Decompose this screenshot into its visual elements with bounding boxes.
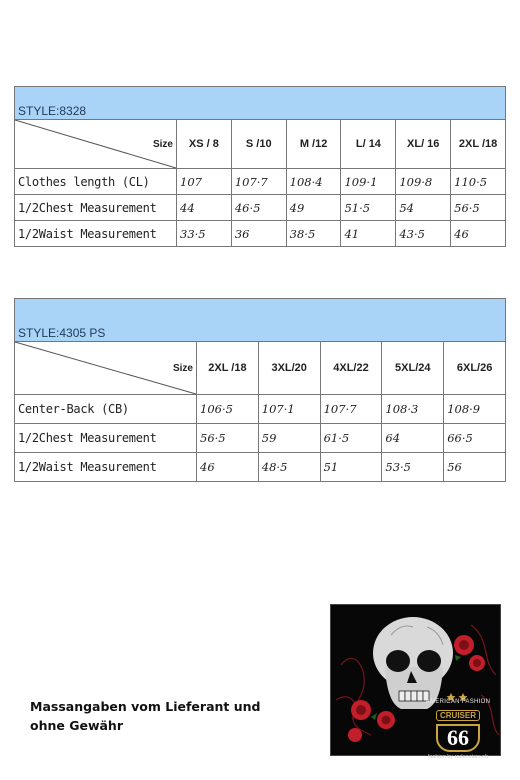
brand-number: 66 — [436, 724, 480, 752]
measurement-value: 46 — [451, 221, 506, 247]
measurement-value: 33·5 — [177, 221, 232, 247]
measurement-value: 56·5 — [451, 195, 506, 221]
measurement-value: 108·4 — [286, 169, 341, 195]
measurement-value: 54 — [396, 195, 451, 221]
measurement-value: 53·5 — [382, 453, 444, 482]
measurement-value: 107·1 — [258, 395, 320, 424]
style-label: STYLE:4305 PS — [15, 299, 506, 342]
measurement-label: 1/2Waist Measurement — [15, 453, 197, 482]
measurement-value: 46·5 — [231, 195, 286, 221]
measurement-value: 64 — [382, 424, 444, 453]
measurement-value: 106·5 — [197, 395, 259, 424]
diagonal-divider — [15, 120, 176, 168]
size-column-header: XL/ 16 — [396, 120, 451, 169]
measurement-value: 56·5 — [197, 424, 259, 453]
size-column-header: 5XL/24 — [382, 342, 444, 395]
measurement-value: 43·5 — [396, 221, 451, 247]
size-column-header: 2XL /18 — [197, 342, 259, 395]
supplier-disclaimer: Massangaben vom Lieferant und ohne Gewähr — [30, 699, 261, 733]
table-row — [15, 395, 506, 424]
measurement-label: 1/2Chest Measurement — [15, 195, 177, 221]
measurement-value: 109·8 — [396, 169, 451, 195]
size-header-label: Size — [152, 138, 173, 150]
measurement-label: Clothes length (CL) — [15, 169, 177, 195]
measurement-value: 48·5 — [258, 453, 320, 482]
measurement-value: 41 — [341, 221, 396, 247]
diagonal-divider — [15, 342, 196, 394]
style-label: STYLE:8328 — [15, 87, 506, 120]
measurement-label: Center-Back (CB) — [15, 395, 197, 424]
table-row — [15, 195, 506, 221]
size-header-label: Size — [172, 362, 193, 374]
measurement-value: 36 — [231, 221, 286, 247]
measurement-value: 109·1 — [341, 169, 396, 195]
measurement-value: 46 — [197, 453, 259, 482]
brand-tagline: AMERICAN FASHION — [425, 699, 491, 705]
measurement-value: 66·5 — [444, 424, 506, 453]
measurement-value: 108·9 — [444, 395, 506, 424]
measurement-value: 38·5 — [286, 221, 341, 247]
size-column-header: 3XL/20 — [258, 342, 320, 395]
measurement-value: 56 — [444, 453, 506, 482]
size-column-header: L/ 14 — [341, 120, 396, 169]
size-column-header: 2XL /18 — [451, 120, 506, 169]
measurement-label: 1/2Waist Measurement — [15, 221, 177, 247]
brand-website: fashion by rodeostars.ch — [428, 754, 488, 760]
measurement-value: 49 — [286, 195, 341, 221]
measurement-value: 108·3 — [382, 395, 444, 424]
size-column-header: 4XL/22 — [320, 342, 382, 395]
table-row — [15, 453, 506, 482]
measurement-value: 107 — [177, 169, 232, 195]
measurement-value: 44 — [177, 195, 232, 221]
measurement-value: 61·5 — [320, 424, 382, 453]
measurement-value: 51 — [320, 453, 382, 482]
size-table-style-4305-ps — [14, 298, 506, 482]
table-row — [15, 424, 506, 453]
size-table-style-8328 — [14, 86, 506, 247]
measurement-label: 1/2Chest Measurement — [15, 424, 197, 453]
brand-logo-block — [417, 699, 499, 760]
measurement-value: 59 — [258, 424, 320, 453]
brand-logo-image — [330, 604, 501, 760]
size-column-header: 6XL/26 — [444, 342, 506, 395]
size-column-header: XS / 8 — [177, 120, 232, 169]
size-column-header: M /12 — [286, 120, 341, 169]
measurement-value: 110·5 — [451, 169, 506, 195]
size-header-cell — [15, 342, 197, 395]
table-row — [15, 169, 506, 195]
size-column-header: S /10 — [231, 120, 286, 169]
size-header-cell — [15, 120, 177, 169]
brand-name: CRUISER — [436, 710, 480, 721]
table-row — [15, 221, 506, 247]
measurement-value: 107·7 — [320, 395, 382, 424]
measurement-value: 107·7 — [231, 169, 286, 195]
measurement-value: 51·5 — [341, 195, 396, 221]
